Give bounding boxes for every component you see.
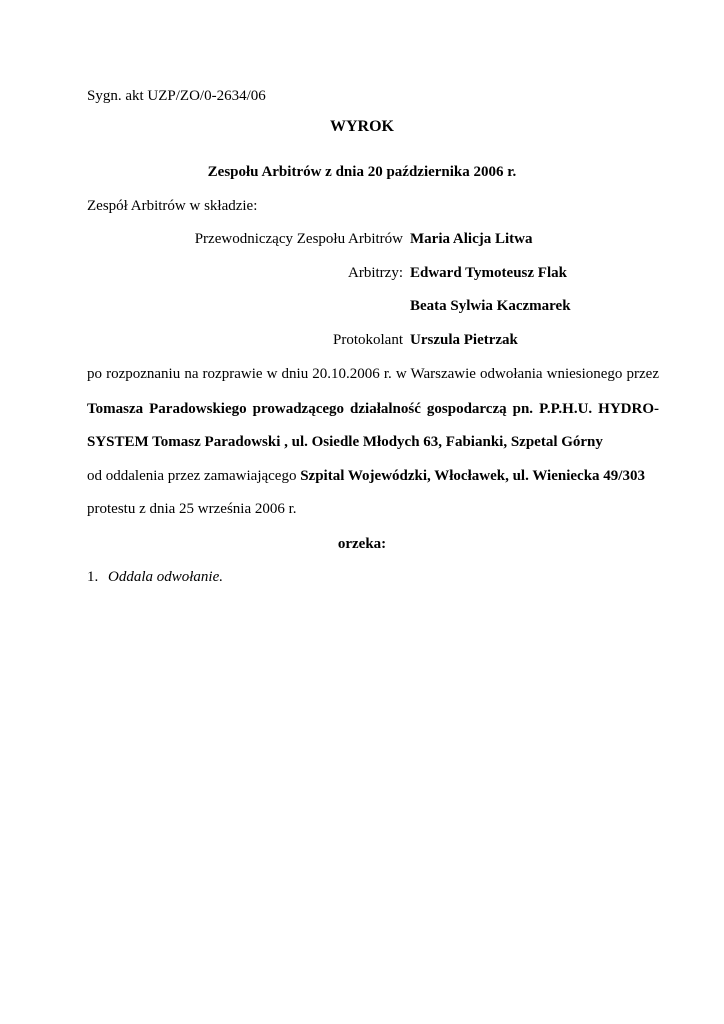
body-line-5: protestu z dnia 25 września 2006 r. — [87, 501, 297, 517]
body-line-1: po rozpoznaniu na rozprawie w dniu 20.10.2006 r. w Warszawie odwołania wniesionego przez — [87, 366, 659, 382]
clerk-label: Protokolant — [333, 332, 403, 348]
ruling-item-text: Oddala odwołanie. — [108, 569, 223, 585]
body-line-4 — [87, 467, 645, 485]
ruling-item — [87, 568, 223, 586]
body-line-3: SYSTEM Tomasz Paradowski , ul. Osiedle Młodych 63, Fabianki, Szpetal Górny — [87, 434, 603, 450]
case-signature: Sygn. akt UZP/ZO/0-2634/06 — [87, 88, 266, 104]
clerk-name: Urszula Pietrzak — [410, 332, 518, 348]
arbiter-2-name: Beata Sylwia Kaczmarek — [410, 298, 571, 314]
chair-name: Maria Alicja Litwa — [410, 231, 533, 247]
panel-intro: Zespół Arbitrów w składzie: — [87, 198, 258, 214]
body-line-4-contracting-authority: Szpital Wojewódzki, Włocławek, ul. Wieniecka 49/303 — [300, 468, 645, 484]
arbiters-label: Arbitrzy: — [348, 265, 403, 281]
arbiter-1-name: Edward Tymoteusz Flak — [410, 265, 567, 281]
ruling-heading: orzeka: — [337, 536, 387, 552]
document-title: WYROK — [330, 118, 394, 135]
chair-label: Przewodniczący Zespołu Arbitrów — [194, 231, 403, 247]
ruling-item-number: 1. — [87, 569, 99, 585]
body-line-4-prefix: od oddalenia przez zamawiającego — [87, 468, 297, 484]
document-subtitle: Zespołu Arbitrów z dnia 20 października 2006 r. — [207, 164, 517, 180]
body-line-2: Tomasza Paradowskiego prowadzącego działalność gospodarczą pn. P.P.H.U. HYDRO- — [87, 401, 659, 417]
